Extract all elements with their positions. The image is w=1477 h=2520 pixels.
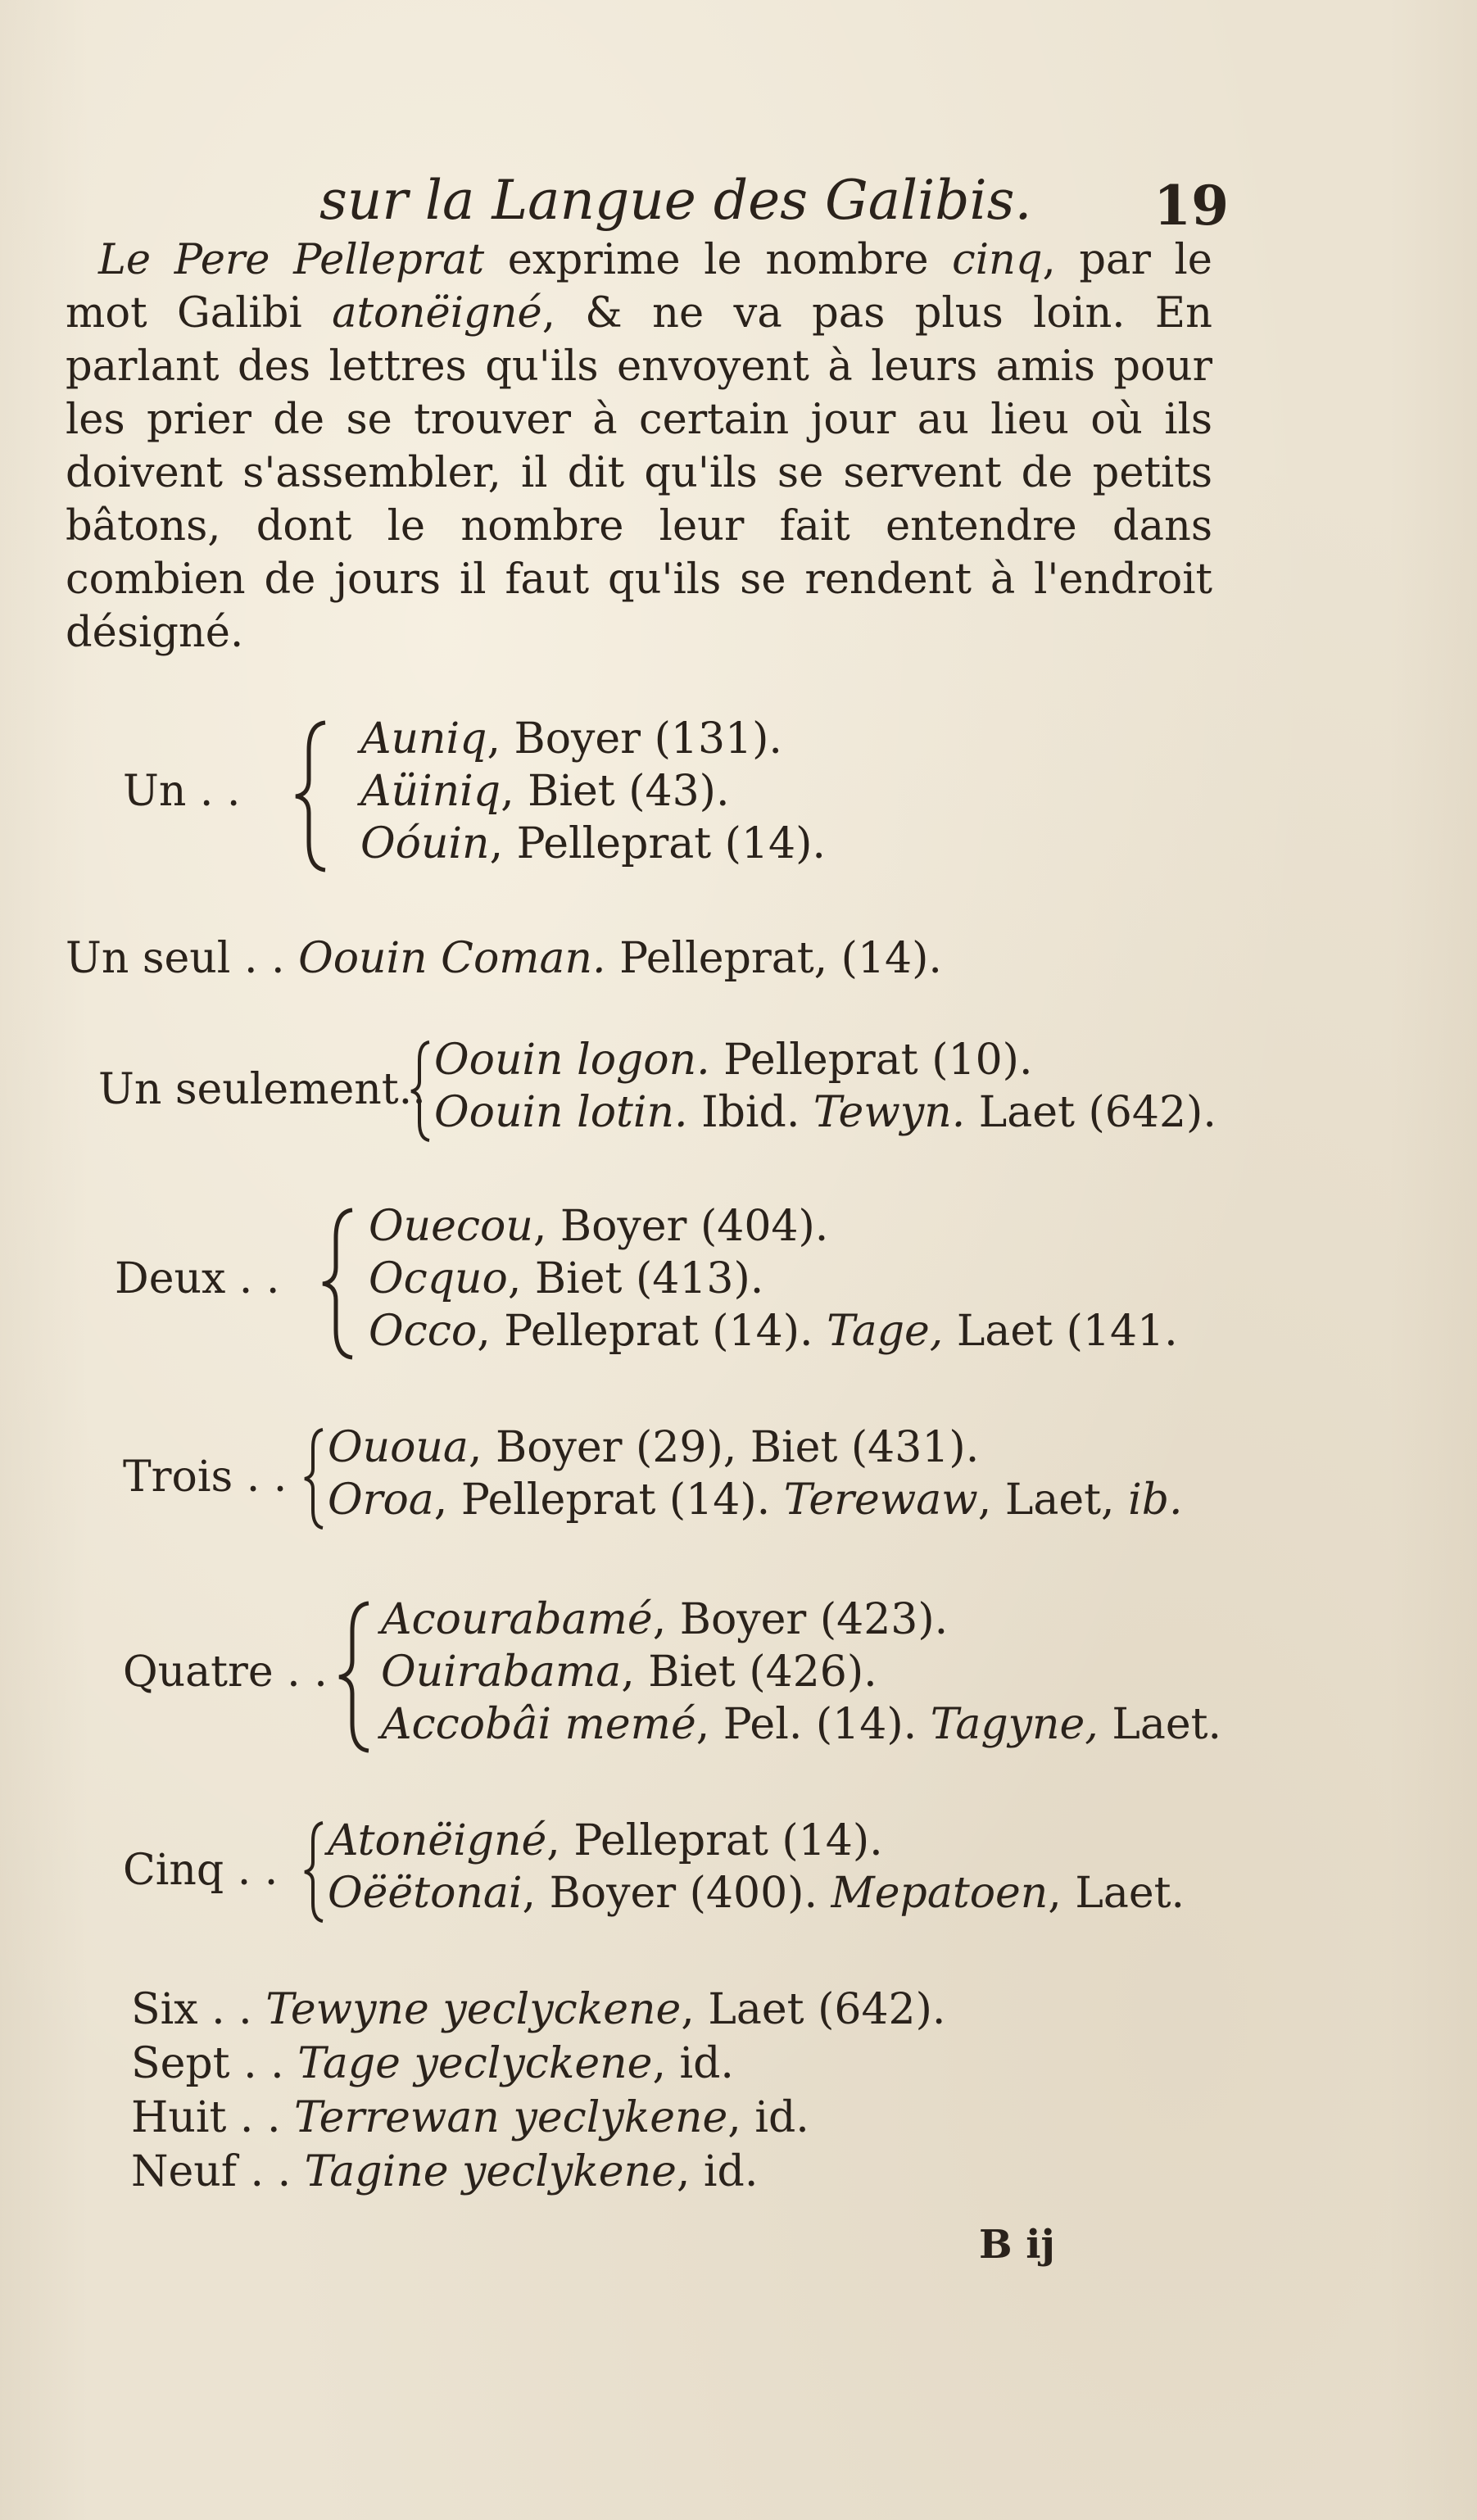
list-item bbox=[328, 1421, 1183, 1474]
entry-label: Un . . bbox=[123, 767, 241, 816]
source: , Biet (426). bbox=[621, 1648, 877, 1697]
list-item bbox=[360, 818, 826, 870]
list-item bbox=[381, 1646, 1221, 1698]
entry-label: Neuf . . bbox=[131, 2147, 305, 2196]
entry-label: Cinq . . bbox=[123, 1846, 279, 1895]
term-cinq: cinq bbox=[952, 236, 1043, 284]
word: Acourabamé bbox=[381, 1595, 653, 1644]
word: Oëëtonai bbox=[328, 1869, 523, 1918]
source: Pelleprat, (14). bbox=[605, 934, 942, 983]
list-item bbox=[328, 1867, 1185, 1919]
list-item bbox=[369, 1200, 1178, 1253]
entry-label: Sept . . bbox=[131, 2039, 298, 2088]
list-item bbox=[434, 1034, 1216, 1086]
list-item bbox=[328, 1474, 1183, 1526]
list-item bbox=[131, 2091, 945, 2145]
word: Oouin Coman. bbox=[298, 934, 606, 983]
list-item bbox=[131, 2145, 945, 2199]
word: Atonëigné bbox=[328, 1816, 547, 1865]
source: Laet (642). bbox=[965, 1088, 1216, 1137]
intro-text-1: exprime le nombre bbox=[484, 236, 953, 284]
word: Oóuin bbox=[360, 819, 490, 868]
number-list bbox=[131, 1983, 945, 2199]
author-name: Le Pere Pelleprat bbox=[98, 236, 485, 284]
source: , Pelleprat (14). bbox=[433, 1475, 784, 1525]
word: Tage, bbox=[827, 1307, 944, 1356]
intro-text-3: , & ne va pas plus loin. En parlant des lettres qu'ils envoyent à leurs amis pour les prier de se trouver à certain jour au lieu où ils doivent s'assembler, il dit qu'ils se servent de petits bâtons, dont le nombre leur fait entendre dans combien de jours il faut qu'ils se rendent à l'endroit désigné. bbox=[66, 289, 1212, 657]
list-item bbox=[131, 1983, 945, 2037]
entry-un-seulement bbox=[98, 1034, 1229, 1149]
list-item bbox=[131, 2037, 945, 2091]
entry-label: Deux . . bbox=[115, 1254, 280, 1303]
entry-label: Quatre . . bbox=[123, 1648, 328, 1697]
word: Ocquo bbox=[369, 1254, 508, 1303]
source: , Boyer (400). bbox=[522, 1869, 831, 1918]
source: , Laet. bbox=[1048, 1869, 1185, 1918]
list-item bbox=[369, 1253, 1178, 1305]
source: Laet (141. bbox=[943, 1307, 1178, 1356]
word: Occo bbox=[369, 1307, 478, 1356]
source: , Laet, bbox=[977, 1475, 1129, 1525]
word: Tagine yeclykene bbox=[304, 2147, 677, 2196]
source: , Pelleprat (14). bbox=[546, 1816, 883, 1865]
page-number: 19 bbox=[1153, 174, 1229, 238]
entry-label: Trois . . bbox=[123, 1453, 288, 1502]
source: , Laet (642). bbox=[681, 1985, 946, 2034]
source: , id. bbox=[652, 2039, 734, 2088]
brace-icon bbox=[408, 1039, 433, 1144]
entry-un-seul bbox=[66, 934, 942, 983]
source: , Pelleprat (14). bbox=[489, 819, 826, 868]
entry-label: Un seulement.. bbox=[98, 1065, 426, 1114]
brace-icon bbox=[318, 1205, 359, 1362]
brace-icon bbox=[301, 1820, 326, 1924]
term-atoneigne: atonëigné bbox=[332, 289, 542, 338]
list-item bbox=[381, 1698, 1221, 1751]
source: , Pel. (14). bbox=[695, 1700, 931, 1749]
entry-trois bbox=[123, 1421, 1229, 1536]
source: , Boyer (131). bbox=[487, 714, 782, 764]
source: Laet. bbox=[1098, 1700, 1222, 1749]
source: , Boyer (29), Biet (431). bbox=[468, 1423, 980, 1472]
word: Ouecou bbox=[369, 1202, 533, 1251]
entry-quatre bbox=[123, 1593, 1229, 1757]
list-item bbox=[360, 713, 826, 765]
word: Ouirabama bbox=[381, 1648, 622, 1697]
brace-icon bbox=[291, 718, 332, 875]
word: Tewyn. bbox=[813, 1088, 966, 1137]
running-head: sur la Langue des Galibis. bbox=[319, 169, 1032, 232]
source: , Pelleprat (14). bbox=[477, 1307, 827, 1356]
source: , Boyer (423). bbox=[652, 1595, 949, 1644]
word: Tewyne yeclyckene bbox=[265, 1985, 682, 2034]
list-item bbox=[328, 1815, 1185, 1867]
word: Terewaw bbox=[783, 1475, 978, 1525]
list-item bbox=[360, 765, 826, 818]
source: , Biet (43). bbox=[501, 767, 730, 816]
word: Tage yeclyckene bbox=[297, 2039, 653, 2088]
word: Auniq bbox=[360, 714, 487, 764]
word: Mepatoen bbox=[831, 1869, 1049, 1918]
source: , Boyer (404). bbox=[532, 1202, 829, 1251]
entry-cinq bbox=[123, 1815, 1229, 1929]
intro-paragraph bbox=[66, 233, 1212, 659]
word: Accobâi memé bbox=[381, 1700, 696, 1749]
ibid: Ibid. bbox=[687, 1088, 813, 1137]
entry-label: Six . . bbox=[131, 1985, 266, 2034]
source: , id. bbox=[676, 2147, 759, 2196]
word: Oouin lotin. bbox=[434, 1088, 688, 1137]
word: Oouin logon. bbox=[434, 1036, 710, 1085]
source: Pelleprat (10). bbox=[709, 1036, 1033, 1085]
word: Terrewan yeclykene bbox=[294, 2093, 728, 2142]
signature-mark: B ij bbox=[979, 2222, 1055, 2268]
list-item bbox=[381, 1593, 1221, 1646]
entry-deux bbox=[115, 1200, 1229, 1364]
ibid: ib. bbox=[1128, 1475, 1183, 1525]
source: , Biet (413). bbox=[507, 1254, 764, 1303]
word: Oroa bbox=[328, 1475, 434, 1525]
word: Aüiniq bbox=[360, 767, 501, 816]
intro-text-2: , par le mot Galibi bbox=[66, 236, 1212, 338]
word: Ououa bbox=[328, 1423, 469, 1472]
brace-icon bbox=[301, 1426, 326, 1531]
list-item bbox=[434, 1086, 1216, 1139]
entry-label: Un seul . . bbox=[66, 934, 285, 983]
entry-un bbox=[123, 713, 1188, 877]
brace-icon bbox=[334, 1598, 375, 1756]
list-item bbox=[369, 1305, 1178, 1357]
entry-label: Huit . . bbox=[131, 2093, 295, 2142]
source: , id. bbox=[727, 2093, 809, 2142]
word: Tagyne, bbox=[930, 1700, 1099, 1749]
